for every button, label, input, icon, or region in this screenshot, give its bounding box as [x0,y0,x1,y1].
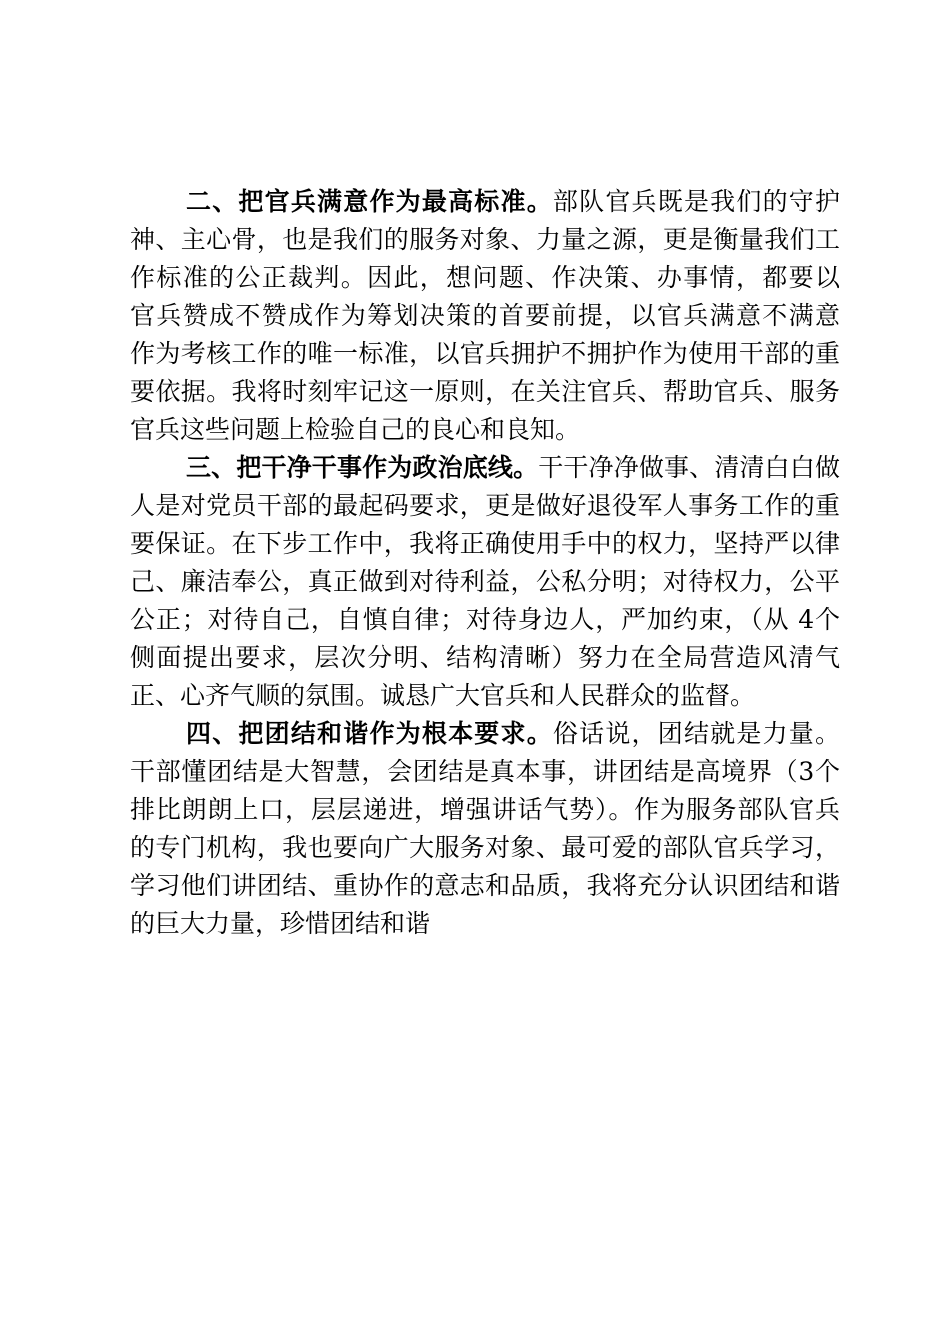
paragraph-3-text: 俗话说，团结就是力量。 [552,719,840,748]
paragraph-2-line-1 [186,448,840,488]
paragraph-2-line-2: 人是对党员干部的最起码要求，更是做好退役军人事务工作的重 [130,491,840,520]
paragraph-1-line-1 [186,182,840,222]
paragraph-2-line-4: 己、廉洁奉公，真正做到对待利益，公私分明；对待权力，公平 [130,567,840,596]
paragraph-3-line-6: 的巨大力量，珍惜团结和谐 [130,909,431,938]
paragraph-1-heading: 二、把官兵满意作为最高标准。 [186,187,553,216]
paragraph-1-line-5: 作为考核工作的唯一标准，以官兵拥护不拥护作为使用干部的重 [130,339,840,368]
paragraph-1-line-6: 要依据。我将时刻牢记这一原则，在关注官兵、帮助官兵、服务 [130,377,840,406]
paragraph-2-line-3: 要保证。在下步工作中，我将正确使用手中的权力，坚持严以律 [130,529,840,558]
paragraph-2-heading: 三、把干净干事作为政治底线。 [186,453,539,482]
paragraph-2-line-6: 侧面提出要求，层次分明、结构清晰）努力在全局营造风清气 [130,643,840,672]
paragraph-3-line-5: 学习他们讲团结、重协作的意志和品质，我将充分认识团结和谐 [130,871,840,900]
paragraph-2-line-7: 正、心齐气顺的氛围。诚恳广大官兵和人民群众的监督。 [130,681,756,710]
paragraph-1-text: 部队官兵既是我们的守护 [552,187,840,216]
paragraph-2-text: 干干净净做事、清清白白做 [538,453,840,482]
paragraph-1-line-3: 作标准的公正裁判。因此，想问题、作决策、办事情，都要以 [130,263,840,292]
paragraph-3-line-3: 排比朗朗上口，层层递进，增强讲话气势）。作为服务部队官兵 [130,795,840,824]
paragraph-3-line-4: 的专门机构，我也要向广大服务对象、最可爱的部队官兵学习， [130,833,840,862]
paragraph-2-line-5: 公正；对待自己，自慎自律；对待身边人，严加约束，（从 4个 [130,605,840,634]
paragraph-1-line-4: 官兵赞成不赞成作为筹划决策的首要前提，以官兵满意不满意 [130,301,840,330]
paragraph-1-line-2: 神、主心骨，也是我们的服务对象、力量之源，更是衡量我们工 [130,225,840,254]
paragraph-1-line-7: 官兵这些问题上检验自己的良心和良知。 [130,415,581,444]
paragraph-3-line-1 [186,714,840,754]
paragraph-3-line-2: 干部懂团结是大智慧，会团结是真本事，讲团结是高境界（3个 [130,757,840,786]
paragraph-3-heading: 四、把团结和谐作为根本要求。 [186,719,553,748]
